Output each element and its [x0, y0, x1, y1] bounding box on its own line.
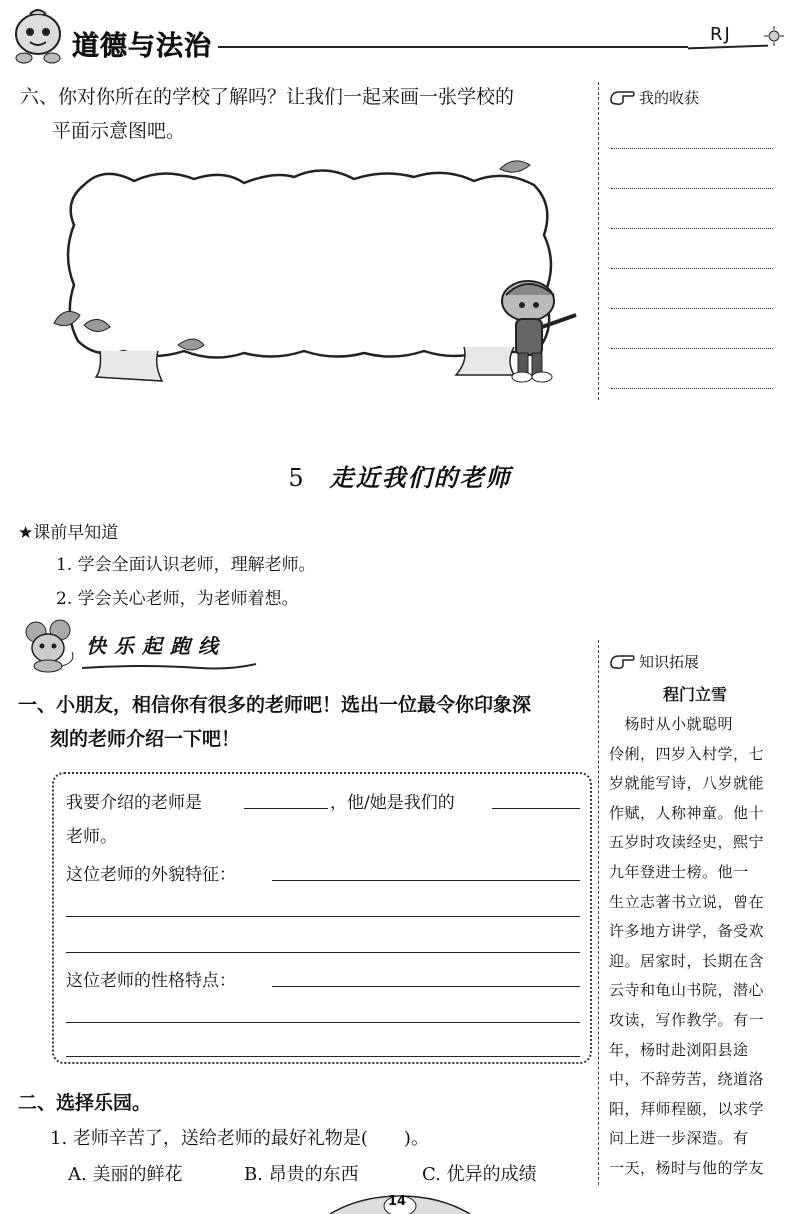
story-line: 迎。居家时，长期在含 — [609, 951, 765, 970]
story-text — [609, 710, 787, 1184]
lesson-name: 走近我们的老师 — [329, 464, 512, 492]
lesson-title — [0, 458, 800, 493]
story-line: 阳，拜师程颐，以求学 — [609, 1099, 765, 1118]
question-2-item1: 1. 老师辛苦了，送给老师的最好礼物是( )。 — [50, 1128, 429, 1149]
intro-text-part3: 老师。 — [66, 827, 117, 847]
story-line: 许多地方讲学，备受欢 — [609, 922, 765, 941]
story-title: 程门立雪 — [662, 685, 727, 704]
story-line: 一天，杨时与他的学友 — [609, 1158, 765, 1177]
section-banner — [20, 618, 270, 674]
story-line: 云寺和龟山书院，潜心 — [609, 981, 765, 1000]
answer-line[interactable] — [611, 148, 773, 149]
option-c[interactable]: C. 优异的成绩 — [422, 1164, 537, 1185]
answer-line[interactable] — [611, 188, 773, 189]
subject-blank[interactable] — [492, 808, 580, 809]
personality-blank[interactable] — [272, 986, 580, 987]
banner-underline — [80, 662, 258, 672]
answer-line[interactable] — [611, 348, 773, 349]
page-number-badge — [330, 1192, 470, 1214]
question-6-line2: 平面示意图吧。 — [52, 120, 186, 142]
story-line: 九年登进士榜。他一 — [609, 862, 749, 881]
book-title: 道德与法治 — [72, 31, 212, 62]
lesson-number: 5 — [288, 464, 304, 492]
personality-blank[interactable] — [66, 1022, 580, 1023]
story-line: 五岁时攻读经史，熙宁 — [609, 833, 765, 852]
story-line: 生立志著书立说，曾在 — [609, 892, 765, 911]
question-2-title: 二、选择乐园。 — [18, 1092, 152, 1114]
story-line: 年，杨时赴浏阳县途 — [609, 1040, 749, 1059]
option-a[interactable]: A. 美丽的鲜花 — [68, 1164, 183, 1185]
sparkle-icon — [764, 26, 784, 46]
question-6 — [20, 80, 595, 148]
mouse-mascot-icon — [20, 618, 80, 674]
pointing-hand-icon — [609, 88, 635, 106]
appearance-label: 这位老师的外貌特征： — [66, 865, 236, 885]
knowledge-title — [609, 646, 699, 676]
edition-label: RJ — [710, 24, 732, 45]
page-number: 14 — [388, 1194, 407, 1209]
appearance-blank[interactable] — [272, 880, 580, 881]
story-line: 问上进一步深造。有 — [609, 1129, 749, 1148]
option-b[interactable]: B. 昂贵的东西 — [244, 1164, 359, 1185]
preview-title: ★课前早知道 — [18, 523, 119, 543]
story-line: 岁就能写诗，八岁就能 — [609, 774, 765, 793]
answer-line[interactable] — [611, 308, 773, 309]
answer-line[interactable] — [611, 388, 773, 389]
intro-text-part1: 我要介绍的老师是 — [66, 793, 202, 813]
question-1-line1: 一、小朋友，相信你有很多的老师吧！选出一位最令你印象深 — [18, 694, 532, 716]
knowledge-panel — [598, 640, 790, 1185]
answer-line[interactable] — [611, 268, 773, 269]
question-6-line1: 六、你对你所在的学校了解吗？让我们一起来画一张学校的 — [20, 86, 515, 108]
intro-text-part2: ，他/她是我们的 — [330, 793, 455, 813]
personality-blank[interactable] — [66, 1056, 580, 1057]
preview-item: 2. 学会关心老师，为老师着想。 — [56, 589, 299, 609]
my-gains-panel — [598, 82, 788, 400]
pointing-hand-icon — [609, 652, 635, 670]
story-line: 伶俐，四岁入村学，七 — [609, 744, 765, 763]
banner-text: 快乐起跑线 — [86, 634, 226, 658]
my-gains-label: 我的收获 — [639, 88, 700, 107]
drawing-area-frame[interactable] — [44, 155, 604, 395]
teacher-name-blank[interactable] — [244, 808, 328, 809]
story-line: 中，不辞劳苦，绕道洛 — [609, 1070, 765, 1089]
header-rule — [218, 46, 688, 48]
knowledge-label: 知识拓展 — [639, 652, 700, 671]
story-line: 攻读，写作教学。有一 — [609, 1010, 765, 1029]
my-gains-title — [609, 82, 699, 112]
answer-line[interactable] — [611, 228, 773, 229]
header-rule-end — [688, 45, 768, 50]
personality-label: 这位老师的性格特点： — [66, 971, 236, 991]
page-header — [0, 0, 800, 70]
story-line: 作赋，人称神童。他十 — [609, 803, 765, 822]
preview-item: 1. 学会全面认识老师，理解老师。 — [56, 555, 316, 575]
mascot-logo-icon — [8, 8, 68, 66]
appearance-blank[interactable] — [66, 916, 580, 917]
teacher-intro-box — [52, 772, 592, 1064]
appearance-blank[interactable] — [66, 952, 580, 953]
story-line: 杨时从小就聪明 — [609, 715, 734, 733]
question-1 — [18, 688, 598, 756]
question-1-line2: 刻的老师介绍一下吧！ — [50, 728, 241, 750]
